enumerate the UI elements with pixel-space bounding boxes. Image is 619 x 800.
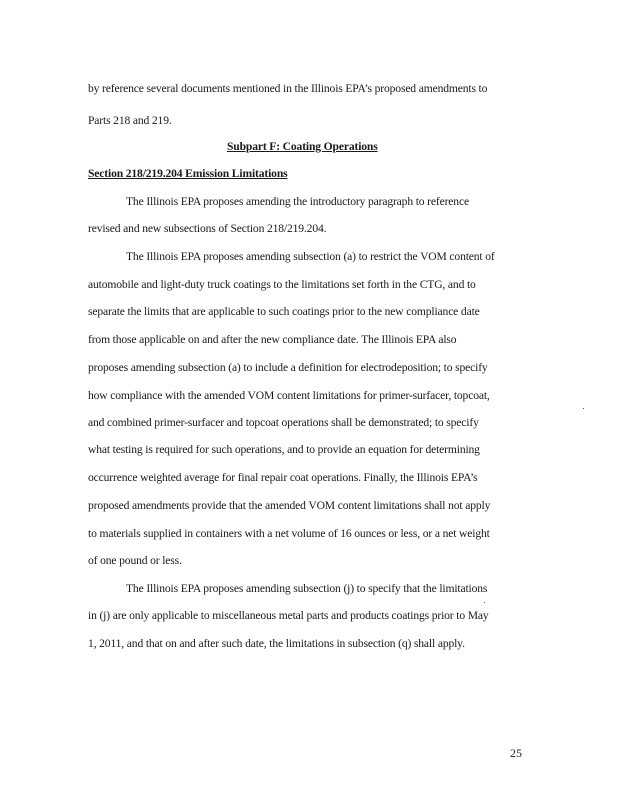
body-text-line: revised and new subsections of Section 218/219.204. — [88, 222, 327, 235]
body-text-line: from those applicable on and after the new compliance date. The Illinois EPA also — [88, 333, 457, 346]
body-text-line: proposed amendments provide that the amended VOM content limitations shall not apply — [88, 499, 491, 512]
body-text-line: to materials supplied in containers with a net volume of 16 ounces or less, or a net weight — [88, 527, 490, 540]
scan-speck — [583, 408, 584, 409]
body-text-line: occurrence weighted average for final repair coat operations. Finally, the Illinois EPA’s — [88, 471, 478, 484]
page-number: 25 — [510, 746, 522, 760]
body-text-line: and combined primer-surfacer and topcoat operations shall be demonstrated; to specify — [88, 416, 479, 429]
body-text-line: separate the limits that are applicable to such coatings prior to the new compliance date — [88, 305, 480, 318]
body-text-line: The Illinois EPA proposes amending subsection (j) to specify that the limitations — [126, 582, 488, 595]
body-text-line: of one pound or less. — [88, 554, 182, 567]
body-text-line: what testing is required for such operations, and to provide an equation for determining — [88, 443, 480, 456]
body-text-line: The Illinois EPA proposes amending subsection (a) to restrict the VOM content of — [126, 250, 495, 263]
scan-speck — [484, 602, 485, 603]
body-text-line: 1, 2011, and that on and after such date, the limitations in subsection (q) shall apply. — [88, 637, 465, 650]
body-text-line: automobile and light-duty truck coatings to the limitations set forth in the CTG, and to — [88, 278, 476, 291]
body-text-line: The Illinois EPA proposes amending the introductory paragraph to reference — [126, 195, 469, 208]
subpart-heading: Subpart F: Coating Operations — [227, 140, 378, 153]
body-text-line: proposes amending subsection (a) to include a definition for electrodeposition; to specify — [88, 361, 488, 374]
section-heading: Section 218/219.204 Emission Limitations — [88, 167, 288, 180]
body-text-line: Parts 218 and 219. — [88, 114, 172, 127]
body-text-line: how compliance with the amended VOM content limitations for primer-surfacer, topcoat, — [88, 389, 490, 402]
body-text-line: by reference several documents mentioned in the Illinois EPA’s proposed amendments to — [88, 82, 488, 95]
body-text-line: in (j) are only applicable to miscellaneous metal parts and products coatings prior to May — [88, 609, 489, 622]
